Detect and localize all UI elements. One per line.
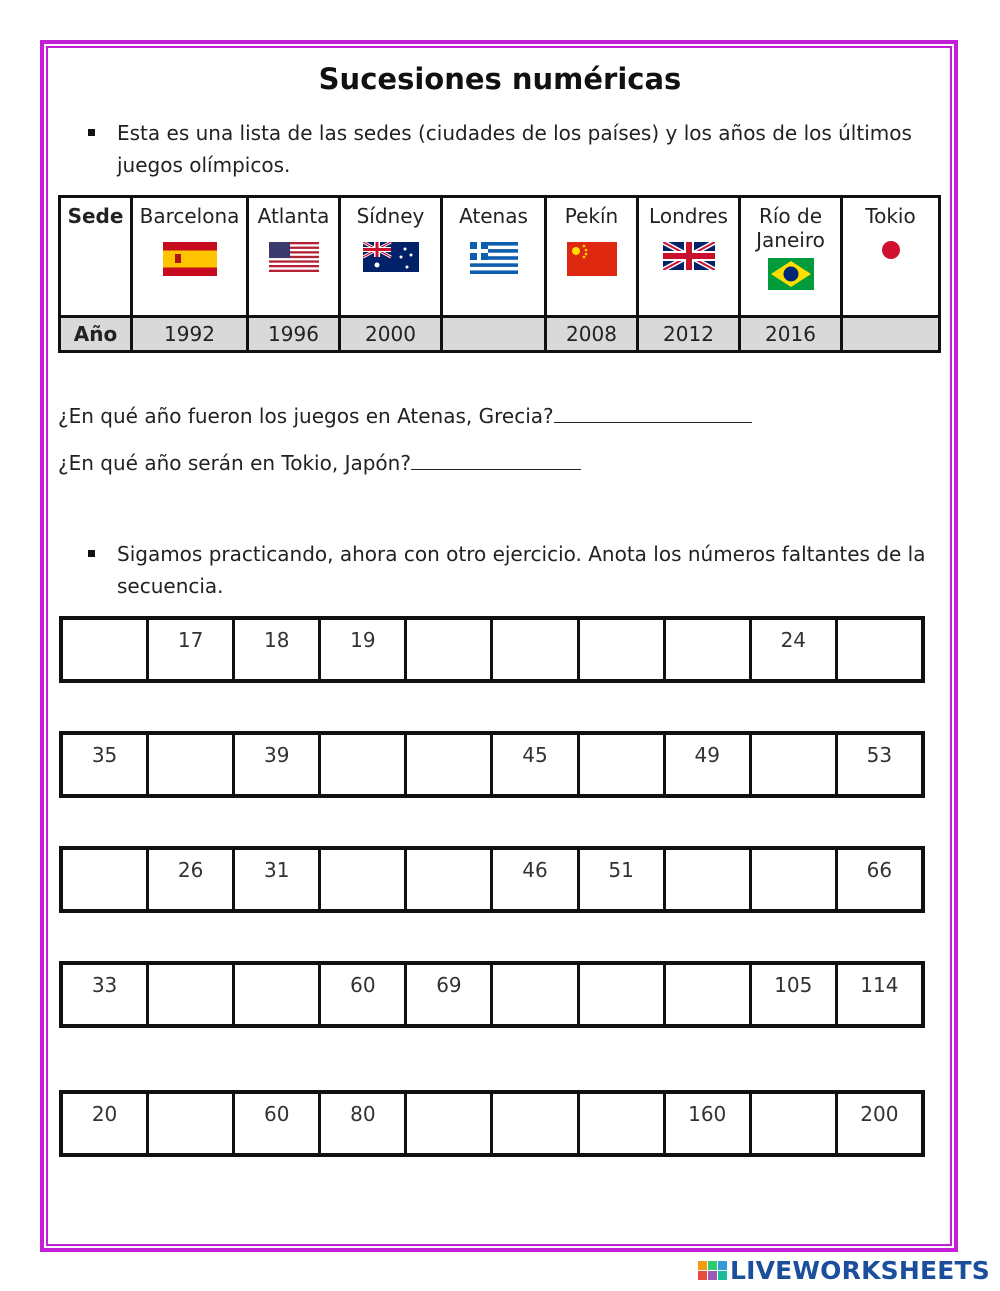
liveworksheets-logo — [698, 1253, 990, 1287]
city-cell-barcelona — [132, 197, 248, 317]
question-athens-text: ¿En qué año fueron los juegos en Atenas, Grecia? — [58, 404, 554, 428]
australia-flag-icon — [363, 242, 419, 272]
bullet-icon — [88, 129, 95, 136]
sequence-cell[interactable] — [493, 965, 579, 1024]
sequence-cell[interactable] — [407, 850, 493, 909]
bullet-icon — [88, 550, 95, 557]
header-sede: Sede — [60, 197, 132, 317]
city-name-line-2: Janeiro — [756, 228, 825, 252]
sequence-cell: 69 — [407, 965, 493, 1024]
brazil-flag-icon — [768, 258, 814, 290]
spain-flag-icon — [163, 242, 217, 276]
question-tokyo-text: ¿En qué año serán en Tokio, Japón? — [58, 451, 411, 475]
sequence-cell[interactable] — [407, 735, 493, 794]
city-name-line-1: Río de — [758, 204, 823, 228]
sequence-cell[interactable] — [752, 850, 838, 909]
sequence-cell: 66 — [866, 858, 893, 882]
sequence-cell: 24 — [752, 620, 838, 679]
city-cell-sidney — [340, 197, 442, 317]
logo-square — [708, 1261, 717, 1270]
sequence-cell[interactable] — [666, 620, 752, 679]
sequence-cell[interactable] — [149, 965, 235, 1024]
logo-square — [698, 1271, 707, 1280]
year-cell: 2016 — [740, 317, 842, 352]
year-cell-tokio-blank[interactable] — [842, 317, 940, 352]
city-cell-tokio — [842, 197, 940, 317]
sequence-cell[interactable] — [493, 1094, 579, 1153]
year-row — [60, 317, 940, 352]
sequence-cell: 39 — [235, 735, 321, 794]
question-athens — [58, 404, 752, 428]
city-row — [60, 197, 940, 317]
city-name: Barcelona — [139, 204, 240, 228]
city-name: Pekín — [564, 204, 619, 228]
sequence-cell: 18 — [235, 620, 321, 679]
year-cell: 2008 — [546, 317, 638, 352]
city-cell-atlanta — [248, 197, 340, 317]
sequence-cell: 60 — [235, 1094, 321, 1153]
intro-line-2: juegos olímpicos. — [117, 153, 291, 177]
sequence-cell[interactable] — [580, 1094, 666, 1153]
sequence-cell[interactable] — [149, 735, 235, 794]
sequence-cell[interactable] — [321, 850, 407, 909]
sequence-row-2 — [59, 731, 925, 798]
answer-blank-athens[interactable] — [554, 404, 752, 423]
sequence-cell: 19 — [321, 620, 407, 679]
sequence-cell[interactable] — [752, 735, 838, 794]
year-cell: 1996 — [248, 317, 340, 352]
header-ano: Año — [60, 317, 132, 352]
sequence-cell: 60 — [321, 965, 407, 1024]
sequence-cell: 53 — [866, 743, 893, 767]
sequence-row-5 — [59, 1090, 925, 1157]
sequence-cell: 45 — [493, 735, 579, 794]
sequence-cell[interactable] — [838, 620, 921, 679]
sequence-cell[interactable] — [580, 735, 666, 794]
sequence-cell: 33 — [63, 965, 149, 1024]
sequence-cell[interactable] — [235, 965, 321, 1024]
china-flag-icon — [567, 242, 617, 276]
logo-icon — [698, 1261, 727, 1280]
sequence-cell[interactable] — [666, 965, 752, 1024]
intro-text — [117, 117, 912, 181]
sequence-cell: 80 — [321, 1094, 407, 1153]
sequence-cell: 51 — [580, 850, 666, 909]
year-cell: 1992 — [132, 317, 248, 352]
question-tokyo — [58, 451, 581, 475]
sequence-cell[interactable] — [580, 620, 666, 679]
sequence-cell: 46 — [493, 850, 579, 909]
sequence-cell[interactable] — [407, 620, 493, 679]
intro-line-1: Esta es una lista de las sedes (ciudades de los países) y los años de los últimos — [117, 121, 912, 145]
usa-flag-icon — [269, 242, 319, 272]
sequence-cell: 26 — [149, 850, 235, 909]
sequence-cell[interactable] — [752, 1094, 838, 1153]
year-cell-atenas-blank[interactable] — [442, 317, 546, 352]
exercise-line-1: Sigamos practicando, ahora con otro ejercicio. Anota los números faltantes de la — [117, 542, 926, 566]
sequence-cell: 20 — [63, 1094, 149, 1153]
city-name: Atenas — [459, 204, 528, 228]
sequence-cell[interactable] — [666, 850, 752, 909]
city-name: Sídney — [356, 204, 425, 228]
sequence-cell[interactable] — [407, 1094, 493, 1153]
logo-square — [698, 1261, 707, 1270]
sequence-cell: 105 — [752, 965, 838, 1024]
sequence-cell: 114 — [860, 973, 899, 997]
sequence-cell[interactable] — [63, 850, 149, 909]
answer-blank-tokyo[interactable] — [411, 451, 581, 470]
sequence-cell[interactable] — [149, 1094, 235, 1153]
greece-flag-icon — [470, 242, 518, 274]
sequence-row-1 — [59, 616, 925, 683]
japan-flag-icon — [879, 238, 903, 262]
sequence-cell[interactable] — [493, 620, 579, 679]
olympics-table — [58, 195, 941, 353]
city-cell-rio — [740, 197, 842, 317]
logo-square — [718, 1271, 727, 1280]
city-cell-pekin — [546, 197, 638, 317]
city-name: Atlanta — [257, 204, 330, 228]
sequence-cell: 200 — [860, 1102, 899, 1126]
sequence-cell: 160 — [666, 1094, 752, 1153]
year-cell: 2000 — [340, 317, 442, 352]
logo-square — [718, 1261, 727, 1270]
exercise-line-2: secuencia. — [117, 574, 224, 598]
logo-text: LIVEWORKSHEETS — [729, 1255, 990, 1285]
sequence-cell: 17 — [149, 620, 235, 679]
city-cell-londres — [638, 197, 740, 317]
sequence-cell[interactable] — [63, 620, 149, 679]
city-name: Tokio — [865, 204, 916, 228]
sequence-cell: 35 — [63, 735, 149, 794]
sequence-cell: 49 — [666, 735, 752, 794]
sequence-row-3 — [59, 846, 925, 913]
sequence-cell: 31 — [235, 850, 321, 909]
sequence-cell[interactable] — [580, 965, 666, 1024]
sequence-cell[interactable] — [321, 735, 407, 794]
city-name: Londres — [649, 204, 728, 228]
logo-square — [708, 1271, 717, 1280]
city-cell-atenas — [442, 197, 546, 317]
year-cell: 2012 — [638, 317, 740, 352]
page-title: Sucesiones numéricas — [318, 62, 682, 96]
sequence-row-4 — [59, 961, 925, 1028]
exercise-text — [117, 538, 926, 602]
uk-flag-icon — [663, 242, 715, 270]
